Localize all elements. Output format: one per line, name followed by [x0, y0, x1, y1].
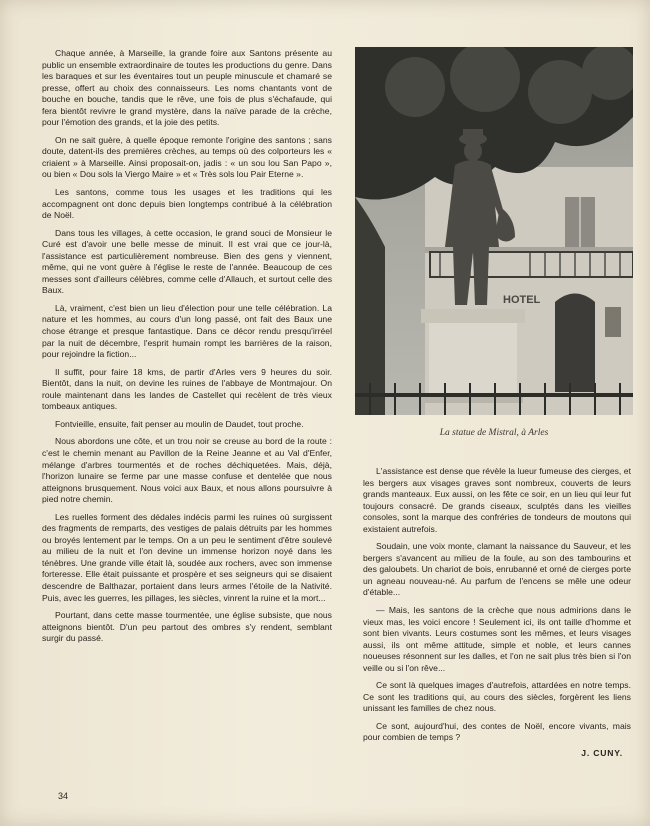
- article-left-column: [42, 48, 332, 651]
- article-paragraph: Dans tous les villages, à cette occasion, le grand souci de Monsieur le Curé est d'avoir une belle messe de minuit. Il est vrai que ce jour-là, l'assistance est particulièrement nombreuse. Bien des gens y viennent, même, qui ne vont guère à l'église le reste de l'année. Beaucoup de ces messes sont d'ailleurs célèbres, comme celle d'Allauch, et surtout celle des Baux.: [42, 227, 332, 296]
- photo-caption: La statue de Mistral, à Arles: [439, 428, 549, 438]
- article-paragraph: Ce sont, aujourd'hui, des contes de Noël, encore vivants, mais pour combien de temps ?: [363, 720, 631, 743]
- article-right-column: [363, 466, 631, 760]
- article-paragraph: Là, vraiment, c'est bien un lieu d'élection pour une telle célébration. La nature et les hommes, au cours d'un long passé, ont fait des Baux une chose étrange et presque fantastique. Dans ce décor rendu presqu'irréel par la nuit de décembre, l'esprit humain rompt les barrières de la raison, pour rejoindre la fiction...: [42, 302, 332, 360]
- article-paragraph: Soudain, une voix monte, clamant la naissance du Sauveur, et les bergers s'avancent au milieu de la foule, au son des tambourins et des galoubets. Un chariot de bois, enrubanné et orné de cierges porte un agneau nouveau-né. Au parfum de l'encens se mêle une odeur d'étable...: [363, 541, 631, 598]
- article-paragraph: Les ruelles forment des dédales indécis parmi les ruines où surgissent des fragments de remparts, des vestiges de palais détruits par les hommes ou broyés lentement par le temps. On a un peu le sentiment d'être soulevé au milieu de la nuit et l'on devine un immense horizon noyé dans les ténèbres. Une grande ville était là, soudée aux rochers, avec son immense forteresse. Elle était puissante et prospère et ses seigneurs qui se disaient descendre de Balthazar, portaient dans leurs armes l'étoile de la Nativité. Puis, avec les guerres, les pillages, les siècles, vinrent la ruine et la mort...: [42, 511, 332, 603]
- article-paragraph: Les santons, comme tous les usages et les traditions qui les accompagnent ont donc depuis bien longtemps contribué à la célébration de Noël.: [42, 187, 332, 221]
- article-paragraph: Pourtant, dans cette masse tourmentée, une église subsiste, que nous atteignons bientôt. D'un peu partout des ombres s'y rendent, semblant surgir du passé.: [42, 610, 332, 644]
- article-paragraph: Ce sont là quelques images d'autrefois, attardées en notre temps. Ce sont les traditions qui, au cours des siècles, forgèrent les liens unissant les familles de chez nous.: [363, 680, 631, 714]
- article-paragraph: On ne sait guère, à quelle époque remonte l'origine des santons ; sans doute, datent-ils des premières crèches, au temps où des colporteurs les « criaient » à Marseille. Ainsi proposait-on, jadis : « un sou lou San Papo », ou bien « Dou sols la Viergo Maire » et « Très sols lou Pair Eterne ».: [42, 134, 332, 180]
- article-paragraph: Chaque année, à Marseille, la grande foire aux Santons présente au public un ensemble extraordinaire de toutes les productions du genre. Dans les baraques et sur les éventaires tout un peuple minuscule et chamaré se presse, offert au choix des connaisseurs. Les noms chantants vont de bouche en bouche, tandis que le rêve, une fois de plus s'échafaude, qui fera bientôt revivre le grand mystère, dans la naïve parade de la crèche, pour l'émotion des grands, et la joie des petits.: [42, 48, 332, 128]
- article-paragraph: Fontvieille, ensuite, fait penser au moulin de Daudet, tout proche.: [55, 418, 304, 429]
- article-paragraph: — Mais, les santons de la crèche que nous admirions dans le vieux mas, les voici encore ! Seulement ici, ils ont taille d'homme et sont bien vivants. Leurs costumes sont les mêmes, et leurs visages aussi, ils ont même attitude, simple et noble, et leurs cannes noueuses résonnent sur les dalles, et l'on ne sait plus très bien si l'on veille ou si l'on rêve...: [363, 605, 631, 673]
- article-paragraph: Nous abordons une côte, et un trou noir se creuse au bord de la route : c'est le chemin menant au Pavillon de la Reine Jeanne et au Val d'Enfer, mélange d'arbres tourmentés et de roches déchiquetées. Mais, déjà, l'horizon lunaire se ferme par une masse confuse et dentelée que nous atteignons brusquement. Nous voici aux Baux, et nous allons poursuivre à pied notre chemin.: [42, 436, 332, 505]
- page-number: 34: [58, 791, 69, 801]
- mistral-statue-photo: [355, 47, 633, 415]
- article-paragraph: Il suffit, pour faire 18 kms, de partir d'Arles vers 9 heures du soir. Bientôt, dans la nuit, on devine les ruines de l'abbaye de Montmajour. On roule maintenant dans les landes de Castellet qui recèlent de très vieux tombeaux antiques.: [42, 366, 332, 412]
- statue-photo-illustration: [355, 47, 633, 415]
- hotel-sign: HOTEL: [503, 294, 541, 306]
- article-paragraph: L'assistance est dense que révèle la lueur fumeuse des cierges, et les bergers aux visages graves sont nombreux, couverts de leurs grands manteaux. Eux aussi, on les fête ce soir, en un lieu qui leur fut toujours consacré. De grands ciseaux, sculptés dans les vieilles consoles, sont la marque des confréries de tondeurs de moutons qui existaient autrefois.: [363, 466, 631, 534]
- author-signature: J. CUNY.: [581, 748, 623, 759]
